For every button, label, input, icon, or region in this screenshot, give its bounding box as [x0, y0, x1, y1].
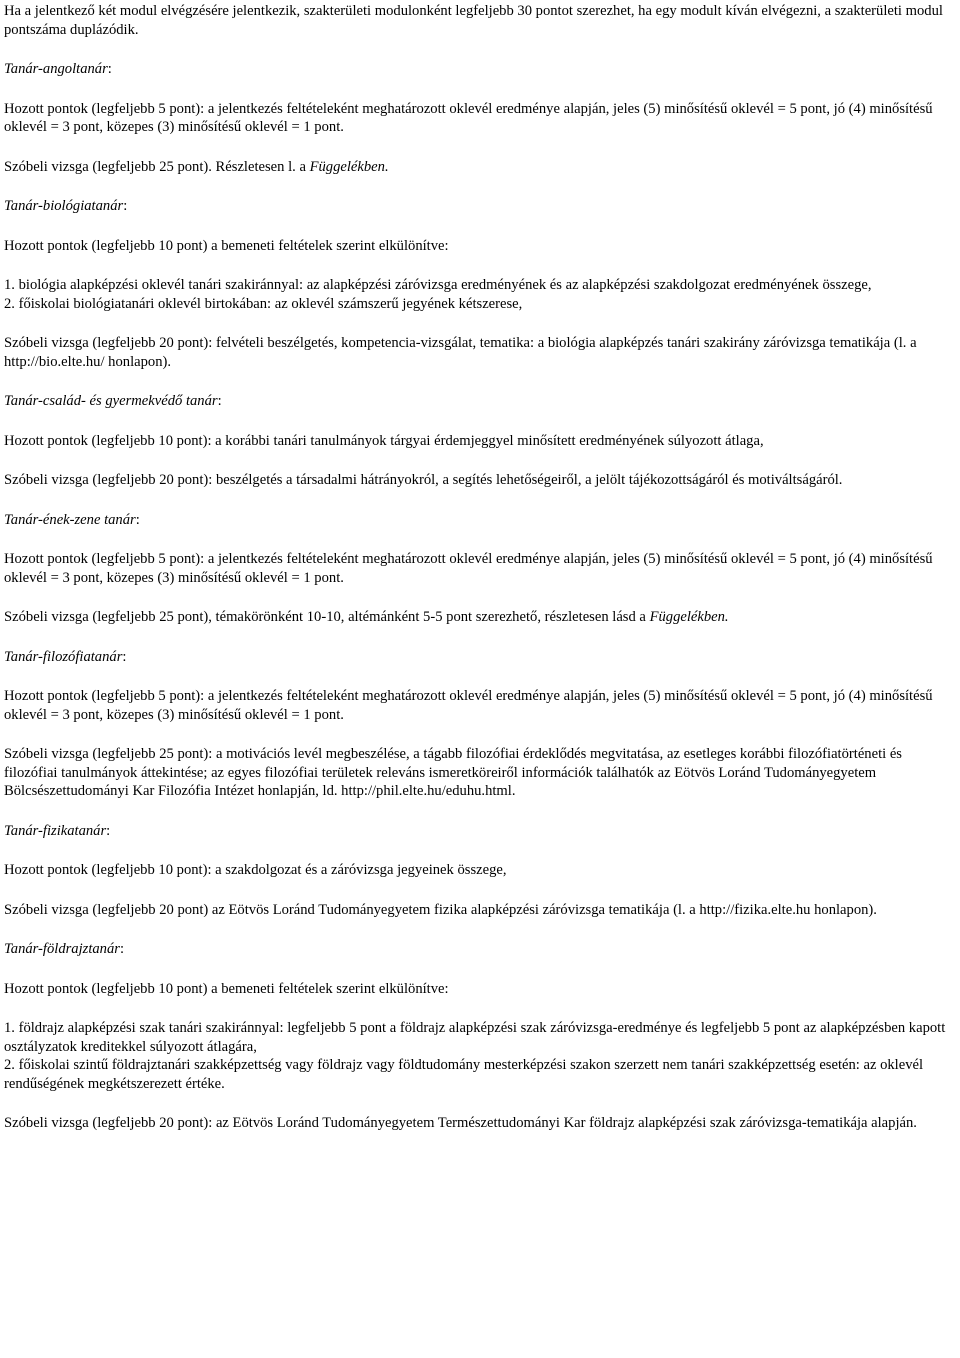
heading-colon: :: [106, 822, 111, 839]
foldrajz-list-item-1: 1. földrajz alapképzési szak tanári szakiránnyal: legfeljebb 5 pont a földrajz alapképzési szak záróvizsga-eredménye és legfeljebb 5 pont az alapképzésben kapott osztályzatok kreditekkel súlyozott átlagára,: [4, 1020, 946, 1055]
section-heading-filozofia: [4, 648, 954, 667]
biologia-szobeli-vizsga: Szóbeli vizsga (legfeljebb 20 pont): felvételi beszélgetés, kompetencia-vizsgálat, tematika: a biológia alapképzés tanári szakirány záróvizsga tematikája (l. a http://bio.elte.hu/ honlapon).: [4, 335, 917, 370]
filozofia-hozott-pontok: Hozott pontok (legfeljebb 5 pont): a jelentkezés feltételeként meghatározott oklevél eredménye alapján, jeles (5) minősítésű oklevél = 5 pont, jó (4) minősítésű oklevél = 3 pont, közepes (3) minősítésű oklevél = 1 pont.: [4, 688, 933, 723]
fizika-szobeli-vizsga: Szóbeli vizsga (legfeljebb 20 pont) az Eötvös Loránd Tudományegyetem fizika alapképzési záróvizsga tematikája (l. a http://fizika.elte.hu honlapon).: [4, 901, 877, 918]
biologia-hozott-pontok: Hozott pontok (legfeljebb 10 pont) a bemeneti feltételek szerint elkülönítve:: [4, 237, 449, 254]
enek-szobeli-vizsga: [4, 608, 954, 627]
heading-text: Tanár-filozófiatanár: [4, 648, 123, 665]
csalad-hozott-pontok: Hozott pontok (legfeljebb 10 pont): a korábbi tanári tanulmányok tárgyai érdemjeggyel minősített eredményének súlyozott átlaga,: [4, 432, 764, 449]
section-heading-biologia: [4, 197, 954, 216]
section-heading-angol: [4, 60, 954, 79]
heading-text: Tanár-ének-zene tanár: [4, 511, 136, 528]
heading-text: Tanár-biológiatanár: [4, 198, 124, 214]
heading-colon: :: [122, 648, 127, 665]
heading-colon: :: [123, 198, 128, 214]
document-page: [4, 2, 954, 1133]
szobeli-text: Szóbeli vizsga (legfeljebb 25 pont), témakörönként 10-10, altémánként 5-5 pont szerezhető, részletesen lásd a: [4, 609, 650, 625]
section-heading-fizika: [4, 822, 954, 841]
csalad-szobeli-vizsga: Szóbeli vizsga (legfeljebb 20 pont): beszélgetés a társadalmi hátrányokról, a segítés lehetőségeiről, a jelölt tájékozottságáról és motiváltságáról.: [4, 472, 843, 488]
heading-text: Tanár-család- és gyermekvédő tanár: [4, 393, 218, 409]
heading-text: Tanár-fizikatanár: [4, 822, 107, 839]
heading-text: Tanár-angoltanár: [4, 61, 108, 77]
biologia-list-item-1: 1. biológia alapképzési oklevél tanári szakiránnyal: az alapképzési záróvizsga eredményének és az alapképzési szakdolgozat eredményének összege,: [4, 277, 872, 293]
foldrajz-hozott-pontok: Hozott pontok (legfeljebb 10 pont) a bemeneti feltételek szerint elkülönítve:: [4, 980, 449, 997]
section-heading-enek-zene: [4, 511, 954, 530]
heading-text: Tanár-földrajztanár: [4, 941, 120, 957]
section-heading-csalad: [4, 392, 954, 411]
szobeli-text: Szóbeli vizsga (legfeljebb 25 pont). Részletesen l. a: [4, 158, 310, 175]
enek-hozott-pontok: Hozott pontok (legfeljebb 5 pont): a jelentkezés feltételeként meghatározott oklevél eredménye alapján, jeles (5) minősítésű oklevél = 5 pont, jó (4) minősítésű oklevél = 3 pont, közepes (3) minősítésű oklevél = 1 pont.: [4, 551, 933, 586]
biologia-list-item-2: 2. főiskolai biológiatanári oklevél birtokában: az oklevél számszerű jegyének kétszerese,: [4, 295, 523, 312]
angol-hozott-pontok: Hozott pontok (legfeljebb 5 pont): a jelentkezés feltételeként meghatározott oklevél eredménye alapján, jeles (5) minősítésű oklevél = 5 pont, jó (4) minősítésű oklevél = 3 pont, közepes (3) minősítésű oklevél = 1 pont.: [4, 100, 933, 135]
intro-paragraph: Ha a jelentkező két modul elvégzésére jelentkezik, szakterületi modulonként legfeljebb 30 pontot szerezhet, ha egy modult kíván elvégezni, a szakterületi modul pontszáma duplázódik.: [4, 3, 943, 38]
angol-szobeli-vizsga: [4, 158, 954, 177]
filozofia-szobeli-vizsga: Szóbeli vizsga (legfeljebb 25 pont): a motivációs levél megbeszélése, a tágabb filozófiai érdeklődés megvitatása, az esetleges korábbi filozófiatörténeti és filozófiai tanulmányok áttekintése; az egyes filozófiai területek releváns ismeretköreiről információk találhatók az Eötvös Loránd Tudományegyetem Bölcsészettudományi Kar Filozófia Intézet honlapján, ld. http://phil.elte.hu/eduhu.html.: [4, 746, 902, 799]
fuggelek-reference: Függelékben.: [309, 158, 389, 175]
fizika-hozott-pontok: Hozott pontok (legfeljebb 10 pont): a szakdolgozat és a záróvizsga jegyeinek összege,: [4, 862, 507, 878]
heading-colon: :: [107, 61, 112, 77]
heading-colon: :: [119, 941, 125, 957]
foldrajz-list-item-2: 2. főiskolai szintű földrajztanári szakképzettség vagy földrajz vagy földtudomány mesterképzési szakon szerzett nem tanári szakképzettség esetén: az oklevél rendűségének megkétszerezett értéke.: [4, 1057, 924, 1092]
heading-colon: :: [135, 511, 140, 528]
heading-colon: :: [217, 393, 222, 409]
section-heading-foldrajz: [4, 940, 954, 959]
foldrajz-szobeli-vizsga: Szóbeli vizsga (legfeljebb 20 pont): az Eötvös Loránd Tudományegyetem Természettudományi Kar földrajz alapképzési szak záróvizsga-tematikája alapján.: [4, 1115, 917, 1131]
fuggelek-reference: Függelékben.: [649, 609, 729, 625]
